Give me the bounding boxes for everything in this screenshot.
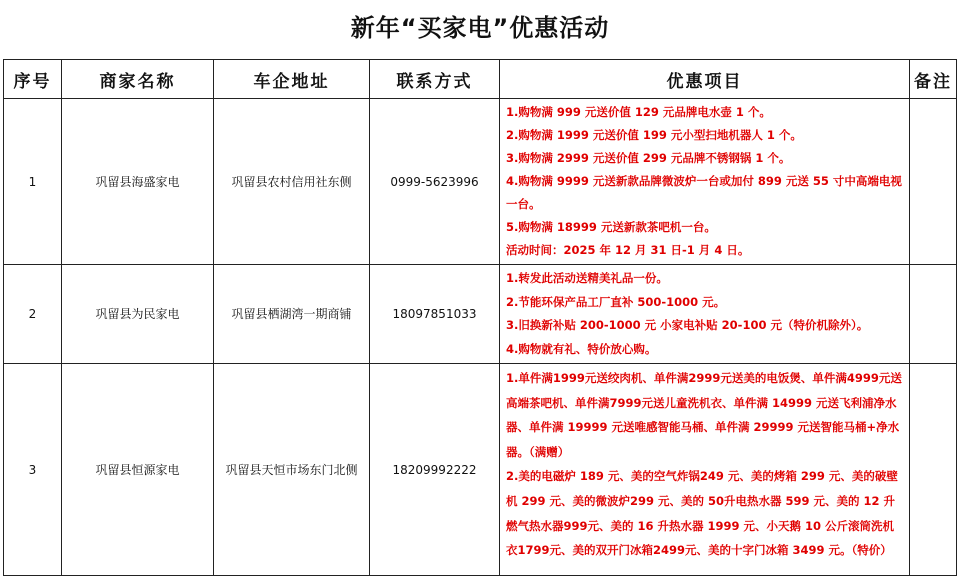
cell-note <box>910 364 957 576</box>
cell-address: 巩留县天恒市场东门北侧 <box>214 364 370 576</box>
promo-line: 5.购物满 18999 元送新款茶吧机一台。 <box>506 220 716 234</box>
promo-line: 4.购物满 9999 元送新款品牌微波炉一台或加付 899 元送 55 寸中高端电视一台。 <box>506 174 902 211</box>
cell-note <box>910 99 957 265</box>
cell-merchant: 巩留县海盛家电 <box>62 99 214 265</box>
cell-phone: 0999-5623996 <box>370 99 500 265</box>
promo-line: 3.购物满 2999 元送价值 299 元品牌不锈钢锅 1 个。 <box>506 151 791 165</box>
cell-promotion <box>500 364 910 576</box>
promo-line: 2.节能环保产品工厂直补 500-1000 元。 <box>506 294 726 309</box>
page-title: 新年“买家电”优惠活动 <box>350 14 610 42</box>
promo-line: 3.旧换新补贴 200-1000 元 小家电补贴 20-100 元（特价机除外）。 <box>506 318 869 332</box>
header-note: 备注 <box>910 60 957 99</box>
promo-line: 2.购物满 1999 元送价值 199 元小型扫地机器人 1 个。 <box>506 128 802 142</box>
cell-address: 巩留县农村信用社东侧 <box>214 99 370 265</box>
promo-line: 1.转发此活动送精美礼品一份。 <box>506 271 668 285</box>
promotion-table <box>3 59 957 576</box>
cell-merchant: 巩留县恒源家电 <box>62 364 214 576</box>
table-header-row <box>4 60 957 99</box>
cell-index: 2 <box>4 265 62 364</box>
cell-promotion <box>500 265 910 364</box>
cell-phone: 18209992222 <box>370 364 500 576</box>
promo-line: 1.单件满1999元送绞肉机、单件满2999元送美的电饭煲、单件满4999元送高端茶吧机、单件满7999元送儿童洗机衣、单件满 14999 元送飞利浦净水器、单件满 19999 元送唯感智能马桶、单件满 29999 元送智能马桶+净水器。（满赠） <box>506 371 902 459</box>
promo-line: 活动时间：2025 年 12 月 31 日-1 月 4 日。 <box>506 243 750 257</box>
cell-promotion <box>500 99 910 265</box>
header-promotion: 优惠项目 <box>500 60 910 99</box>
cell-merchant: 巩留县为民家电 <box>62 265 214 364</box>
cell-note <box>910 265 957 364</box>
table-row <box>4 99 957 265</box>
cell-index: 1 <box>4 99 62 265</box>
header-contact: 联系方式 <box>370 60 500 99</box>
table-row <box>4 265 957 364</box>
promo-line: 2.美的电磁炉 189 元、美的空气炸锅249 元、美的烤箱 299 元、美的破壁机 299 元、美的微波炉299 元、美的 50升电热水器 599 元、美的 12 升燃气热水器999元、美的 16 升热水器 1999 元、小天鹅 10 公斤滚筒洗机衣1799元、美的双开门冰箱2499元、美的十字门冰箱 3499 元。（特价） <box>506 469 898 558</box>
table-row <box>4 364 957 576</box>
header-index: 序号 <box>4 60 62 99</box>
promo-line: 4.购物就有礼、特价放心购。 <box>506 341 657 356</box>
header-merchant: 商家名称 <box>62 60 214 99</box>
cell-phone: 18097851033 <box>370 265 500 364</box>
header-address: 车企地址 <box>214 60 370 99</box>
cell-index: 3 <box>4 364 62 576</box>
cell-address: 巩留县栖湖湾一期商铺 <box>214 265 370 364</box>
promo-line: 1.购物满 999 元送价值 129 元品牌电水壶 1 个。 <box>506 105 771 119</box>
